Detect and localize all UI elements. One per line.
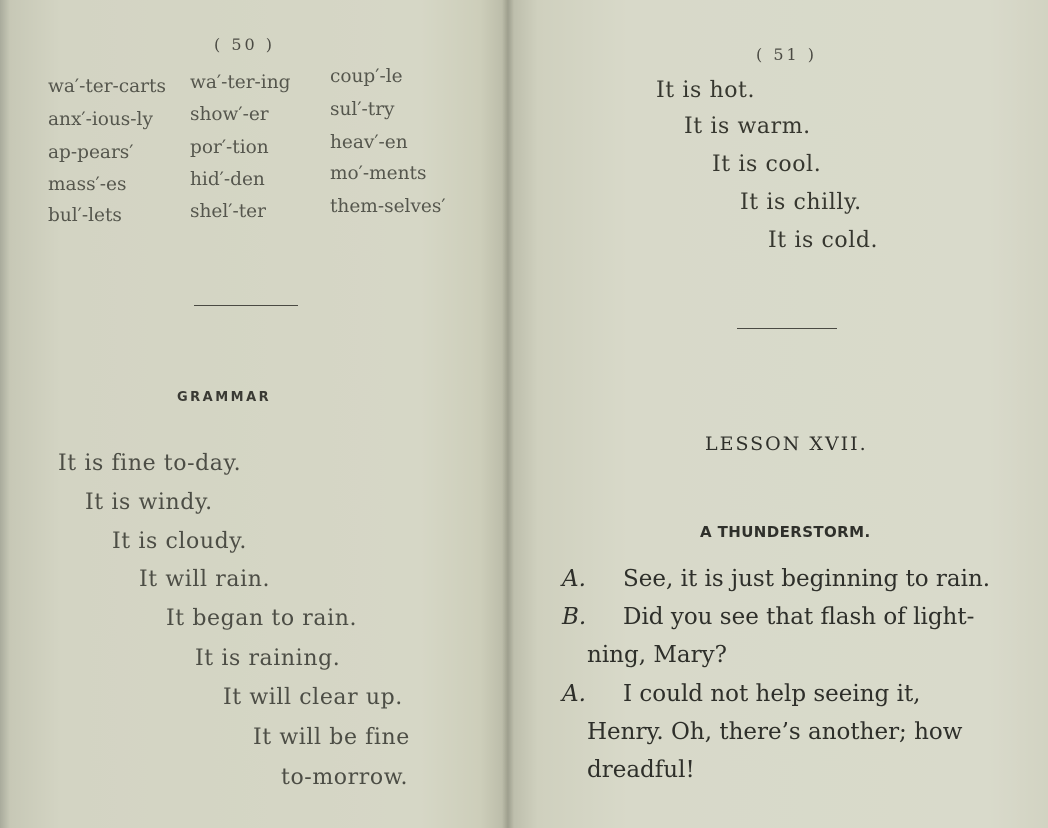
vocab-word: shel′-ter <box>190 201 266 222</box>
temperature-line: It is chilly. <box>740 190 862 215</box>
dialogue-speaker: A. <box>562 566 586 592</box>
vocab-word: mo′-ments <box>330 163 427 184</box>
lesson-subtitle: A THUNDERSTORM. <box>700 523 871 541</box>
vocab-word: wa′-ter-ing <box>190 72 291 93</box>
grammar-line: It will be fine <box>253 725 410 750</box>
page-number-left: ( 50 ) <box>214 35 276 54</box>
temperature-line: It is cold. <box>768 228 879 253</box>
vocab-word: bul′-lets <box>48 205 122 226</box>
vocab-word: coup′-le <box>330 66 403 87</box>
grammar-line: to-morrow. <box>281 765 409 790</box>
book-gutter <box>502 0 514 828</box>
vocab-word: ap-pears′ <box>48 142 134 163</box>
section-heading-grammar: GRAMMAR <box>177 390 272 405</box>
vocab-word: wa′-ter-carts <box>48 76 166 97</box>
lesson-title: LESSON XVII. <box>705 433 868 455</box>
dialogue-speaker: A. <box>562 681 586 707</box>
temperature-line: It is cool. <box>712 152 822 177</box>
grammar-line: It is raining. <box>195 646 341 671</box>
page-number-right: ( 51 ) <box>756 45 818 64</box>
dialogue-line: Did you see that flash of light- <box>623 604 975 630</box>
vocab-word: sul′-try <box>330 99 395 120</box>
right-page <box>508 0 1048 828</box>
dialogue-line: I could not help seeing it, <box>623 681 921 707</box>
vocab-word: hid′-den <box>190 169 265 190</box>
vocab-word: por′-tion <box>190 137 269 158</box>
grammar-line: It will clear up. <box>223 685 403 710</box>
section-divider <box>737 328 837 329</box>
dialogue-line: See, it is just beginning to rain. <box>623 566 991 592</box>
grammar-line: It is cloudy. <box>112 529 247 554</box>
section-divider <box>194 305 298 306</box>
vocab-word: anx′-ious-ly <box>48 109 153 130</box>
vocab-word: heav′-en <box>330 132 408 153</box>
vocab-word: mass′-es <box>48 174 127 195</box>
vocab-word: them-selves′ <box>330 196 446 217</box>
grammar-line: It is windy. <box>85 490 213 515</box>
dialogue-line: dreadful! <box>587 757 695 783</box>
grammar-line: It is fine to-day. <box>58 451 242 476</box>
dialogue-line: Henry. Oh, there’s another; how <box>587 719 963 745</box>
temperature-line: It is hot. <box>656 78 756 103</box>
vocab-word: show′-er <box>190 104 269 125</box>
temperature-line: It is warm. <box>684 114 811 139</box>
grammar-line: It began to rain. <box>166 606 358 631</box>
dialogue-speaker: B. <box>562 604 587 630</box>
grammar-line: It will rain. <box>139 567 271 592</box>
left-page <box>0 0 508 828</box>
dialogue-line: ning, Mary? <box>587 642 727 668</box>
